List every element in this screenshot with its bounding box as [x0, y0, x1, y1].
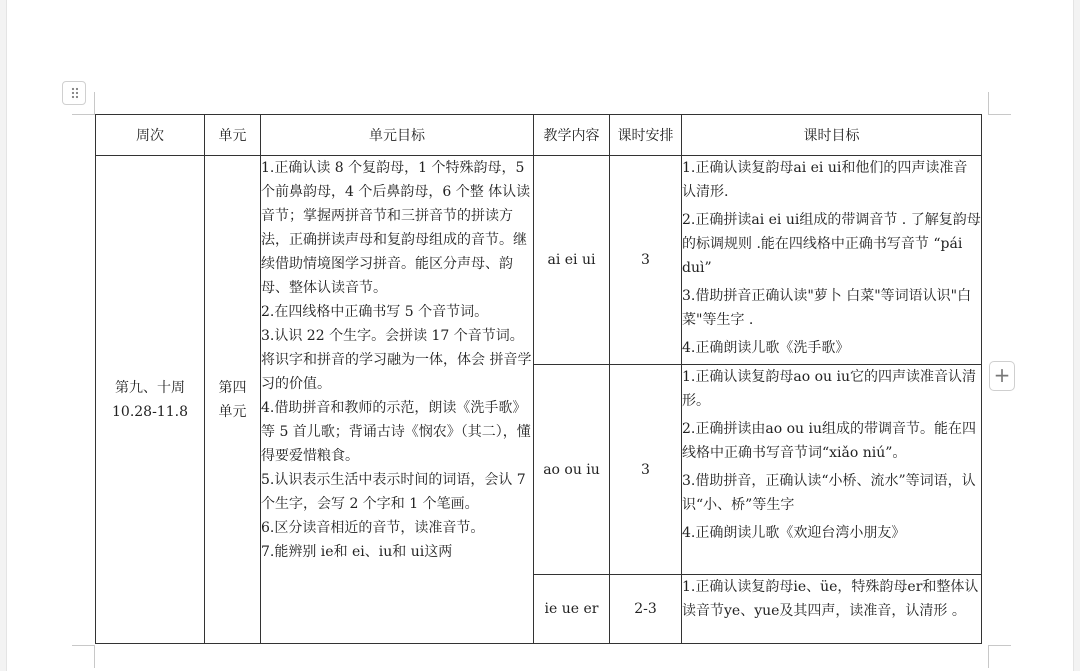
unit-goals-cell[interactable]	[261, 156, 534, 644]
lesson-goals-cell[interactable]	[682, 575, 982, 644]
header-lesson-goals: 课时目标	[682, 115, 982, 156]
content-cell[interactable]: ai ei ui	[534, 156, 610, 365]
header-unit: 单元	[205, 115, 261, 156]
lesson-goal: 1.正确认读复韵母ai ei ui和他们的四声读准音认清形.	[682, 160, 968, 200]
lesson-goal: 2.正确拼读由ao ou iu组成的带调音节。能在四线格中正确书写音节词“xiǎo niú”。	[682, 421, 976, 461]
lesson-goal: 1.正确认读复韵母ie、üe，特殊韵母er和整体认读音节ye、yue及其四声，读准音，认清形 。	[682, 579, 979, 619]
lesson-goal: 4.正确朗读儿歌《欢迎台湾小朋友》	[682, 525, 906, 541]
plus-icon: +	[993, 363, 1011, 387]
unit-goal: 7.能辨别 ie和 ei、iu和 ui这两	[261, 544, 453, 560]
unit-goal: 3.认识 22 个生字。会拼读 17 个音节词。将识字和拼音的学习融为一体，体会 拼音学习的价值。	[261, 328, 532, 392]
week-dates: 10.28-11.8	[112, 403, 188, 420]
content-cell[interactable]: ie ue er	[534, 575, 610, 644]
add-column-button[interactable]	[989, 361, 1015, 391]
unit-goal: 6.区分读音相近的音节，读准音节。	[261, 520, 485, 536]
unit-label: 第四	[218, 379, 247, 396]
crop-mark-icon	[988, 645, 1011, 668]
lesson-goals-cell[interactable]	[682, 365, 982, 575]
unit-cell[interactable]	[205, 156, 261, 644]
periods-cell[interactable]: 2-3	[610, 575, 682, 644]
header-content: 教学内容	[534, 115, 610, 156]
lesson-goals-cell[interactable]	[682, 156, 982, 365]
periods-cell[interactable]: 3	[610, 156, 682, 365]
header-unit-goals: 单元目标	[261, 115, 534, 156]
table-row	[96, 156, 982, 365]
lesson-goal: 2.正确拼读ai ei ui组成的带调音节 . 了解复韵母的标调规则 .能在四线格中正确书写音节 “pái duì”	[682, 212, 981, 276]
lesson-goal: 4.正确朗读儿歌《洗手歌》	[682, 340, 850, 356]
header-week: 周次	[96, 115, 205, 156]
header-periods: 课时安排	[610, 115, 682, 156]
lesson-goal: 1.正确认读复韵母ao ou iu它的四声读准音认清形。	[682, 369, 976, 409]
table-header-row	[96, 115, 982, 156]
week-cell[interactable]	[96, 156, 205, 644]
unit-goal: 5.认识表示生活中表示时间的词语，会认 7 个生字，会写 2 个字和 1 个笔画。	[261, 472, 526, 512]
crop-mark-icon	[72, 645, 95, 668]
week-label: 第九、十周	[115, 379, 185, 396]
teaching-plan-table	[95, 114, 982, 644]
unit-label: 单元	[218, 403, 247, 420]
unit-goal: 2.在四线格中正确书写 5 个音节词。	[261, 304, 489, 320]
content-cell[interactable]: ao ou iu	[534, 365, 610, 575]
unit-goal: 1.正确认读 8 个复韵母，1 个特殊韵母，5 个前鼻韵母，4 个后鼻韵母，6 个整 体认读音节；掌握两拼音节和三拼音节的拼读方法，正确拼读声母和复韵母组成的音节。继续借助情境图学习拼音。能区分声母、韵母、整体认读音节。	[261, 160, 531, 296]
crop-mark-icon	[988, 92, 1011, 115]
lesson-goal: 3.借助拼音正确认读"萝卜 白菜"等词语认识"白菜"等生字 .	[682, 288, 972, 328]
periods-cell[interactable]: 3	[610, 365, 682, 575]
unit-goal: 4.借助拼音和教师的示范，朗读《洗手歌》等 5 首儿歌；背诵古诗《悯农》（其二），懂得要爱惜粮食。	[261, 400, 531, 464]
crop-mark-icon	[72, 92, 95, 115]
lesson-goal: 3.借助拼音，正确认读“小桥、流水”等词语，认识“小、桥”等生字	[682, 473, 976, 513]
